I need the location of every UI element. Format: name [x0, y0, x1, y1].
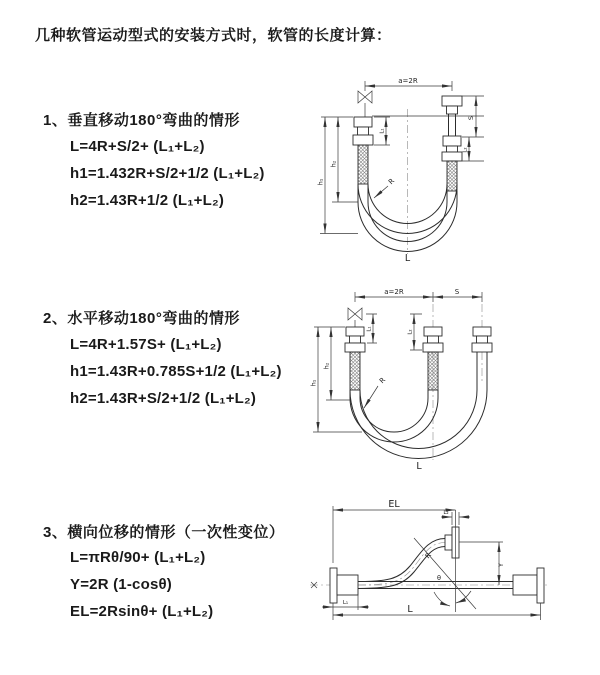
d2-dim-l2-label: L₂ — [407, 329, 414, 335]
d1-dim-h2-label: h₂ — [329, 160, 338, 168]
diagram-lateral-displacement — [300, 497, 555, 657]
d3-radius-label: R — [423, 551, 434, 561]
d3-dim-l2-label: L₂ — [443, 510, 449, 516]
d2-radius-label: R — [378, 376, 388, 386]
section-1-formula-h1: h1=1.432R+S/2+1/2 (L₁+L₂) — [70, 165, 265, 182]
braided-hose-section — [358, 145, 368, 184]
section-1-heading: 1、垂直移动180°弯曲的情形 — [43, 112, 240, 129]
section-3-formula-el: EL=2Rsinθ+ (L₁+L₂) — [70, 603, 214, 620]
d3-theta-label: θ — [437, 574, 441, 582]
d3-dimensions — [322, 499, 541, 620]
section-3-formula-l: L=πRθ/90+ (L₁+L₂) — [70, 549, 206, 566]
d2-length-label: L — [416, 461, 422, 472]
d2-dim-h2-label: h₂ — [322, 362, 331, 370]
d2-dim-s-label: S — [454, 288, 460, 296]
braided-hose-section — [428, 352, 438, 390]
d3-length-label: L — [407, 604, 413, 615]
d3-dim-el-label: EL — [388, 499, 400, 510]
d1-radius-label: R — [387, 177, 397, 187]
d1-dim-s-label: S — [467, 115, 475, 121]
section-1-formula-h2: h2=1.43R+1/2 (L₁+L₂) — [70, 192, 225, 209]
d2-dim-a-label: a=2R — [384, 288, 404, 296]
d1-dim-l2-label: L₂ — [462, 147, 469, 153]
section-2-heading: 2、水平移动180°弯曲的情形 — [43, 310, 240, 327]
page-title: 几种软管运动型式的安装方式时，软管的长度计算： — [35, 27, 392, 44]
valve-icon — [348, 308, 362, 327]
section-2-formula-h1: h1=1.43R+0.785S+1/2 (L₁+L₂) — [70, 363, 282, 380]
section-1-formula-l: L=4R+S/2+ (L₁+L₂) — [70, 138, 205, 155]
valve-icon — [358, 91, 372, 117]
section-2-formula-h2: h2=1.43R+S/2+1/2 (L₁+L₂) — [70, 390, 257, 407]
braided-hose-section — [447, 161, 457, 191]
d2-dim-l1-label: L₁ — [366, 326, 373, 332]
d2-dim-h1-label: h₁ — [309, 379, 318, 387]
diagram-horizontal-180-bend — [306, 280, 558, 472]
d1-length-label: L — [404, 253, 411, 264]
diagram-vertical-180-bend — [312, 64, 524, 264]
d1-dim-l1-label: L₁ — [379, 128, 386, 134]
d3-dim-l1-label: L₁ — [342, 600, 349, 606]
d3-dim-y-label: Y — [497, 563, 505, 567]
d1-dim-h1-label: h₁ — [316, 178, 325, 186]
section-3-formula-y: Y=2R (1-cosθ) — [70, 576, 172, 593]
section-3-heading: 3、横向位移的情形（一次性变位） — [43, 524, 285, 541]
d3-hose-drawing — [330, 527, 544, 603]
braided-hose-section — [350, 352, 360, 390]
section-2-formula-l: L=4R+1.57S+ (L₁+L₂) — [70, 336, 222, 353]
d1-dim-a-label: a=2R — [398, 77, 418, 85]
